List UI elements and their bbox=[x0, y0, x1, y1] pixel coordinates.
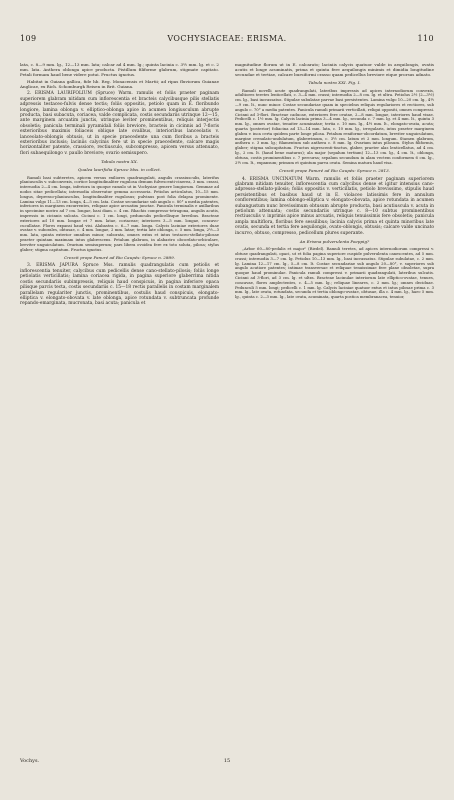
paragraph: Ramuli novelli acute quadrangulati, lateribus impressis ad apices internodiorum convexis, adultiores teretes lenticellati, c. 3—4 mm. crassi; internodia 2—8 cm. lg. et ultra. Petiolus 2½ (2—3½) cm. lg., basi incrassatus. Stipulae subulatae parvae basi persistentes. Lamina vulgo 10—20 cm. lg., 4½—9 cm. lt., nunc minor. Costae secundariae quam in speciebus reliquis regulariores et rectiores, sub angulo c. 70° a media patentes. Panicula ramuli primarii verticillati, reliqui oppositi, omnes compressi. Cicinni ad 3-flori. Bracteae caducae, exteriores fere ovatae, 2—8 mm. longae, interiores haud visae. Pedicelli c. 1½ mm. lg. Calycis lacinia prima 3—4 mm. lg., secunda c. 7 mm. lg. et 4 mm. lt., quinta 3 mm. lg., omnes ovatae, tenuiter acuminatae; tertia c. 10 mm. lg., 4½ mm. lt., elongato-ovata, acuta; quarta (posterior) foliacina ad 13—14 mm. lata, c. 10 mm. lg., irregularis, intus praeter marginem glabra v. inca certa quidem parte longe pilosa. Petalum reniforme-obcordatum, breviter unguiculatum, margine crenulato-undulatum, glaberrimum, c. 3½ cm. latum et 2 mm. longum. Stamen glabrum, anthera c. 3 mm. lg.; filamentum sub anthera c. 8 mm. lg. Ovarium intus pilosum. Stylus filiformis, glaber; stigma subcapitatum. Fructus nigrescenti-tinctus, glaber, praeter alas lenticellatus, ad 4 cm. lg., 2 cm. lt. (haud bene maturus); ala major (sepalum tertium) 12—13 cm. lg., 4 cm. lt., oblonga, obtusa, costis prominentibus c. 7 percursa; sepalum secundum in alam vectem conformem 6 cm. lg., 2½ cm. lt., expansum; primum et quintum parva ovata. Semina matura haud visa. bbox=[235, 87, 434, 165]
page-number-left: 109 bbox=[20, 34, 37, 43]
sheet-number: 15 bbox=[223, 758, 231, 764]
paragraph: Ramuli basi subteretes, apicem versus exiliores quadrangulati, angulis crassiusculis, laterifus planiusculis v. subconvexis, cortice longitudinaliter rugulosa demum fulvescenti-cinerea, 3 mm. crassi, internodia 2—4 cm. longa, inferiora in quoque ramulo ut in Vochysiae genere longiorum. Gemmae ad nodos sitae pedicellata; internodia observatur gemma accessoria. Petiolus articulatus, 10—15 mm. longus, depresso-planiusculus, longitudinaliter rugulosus; pulvinus post folia delapsa prominente. Lamina vulgo 11—13 cm. longa, 4—5 cm. lata. Costae secundariae sub angulo c. 80° a media patentes, inferiores in marginem excurrentes, reliquae apice arcuatim junctae. Panicula terminalis e axillaribus in specimine nostro ad 7 cm. longae, basi diam. c. 4 cm. Rhachis compresso-tetragona, angulis acutis, impressis in cicinnis sulcata. Cicinni c. 1 cm. longi, pedunculis pedicellisque brevibus. Bracteae exteriores ad 10 mm. longae et 7 mm. latae, coriaceae; interiores 3—5 mm. longae, concavo-cucullatae. Flores expansi haud visi. Alabastra c. 6—7 mm. longa. Calycis laciniae exteriores duae ovatae v. suborales, obtusae, c. 4 mm. longae, 2 mm. latae; tertia late oblonga, c. 5 mm. longa, 2½—3 mm. lata, quinta exterior omnibus minor, suborata, omnes extus et intus testaceo-stellato-pilosae praeter quintam maximam intus glabrescens. Petalum glabrum, in alabastro obcordato-orbiculare, breviter unguiculatum. Ovarium semisuperum; pars libera ovoidea fere ex toto soluta, pilosa; stylus glaber; stigma capitatum. Fructus ignotus. bbox=[20, 174, 219, 252]
page-header bbox=[20, 34, 434, 48]
page-footer bbox=[20, 758, 434, 768]
paragraph: 4. ERISMA UNCINATUM Warm. ramulis et foliis praeter paginam superiorem glabram nitidam tenuiter, inflorescentia cum calycibus dense et igitur intensius cano-adpresso-stellato-pilosis; foliis oppositis v. verticillatis, petiolo brevissimo, stipulis haud persistentibus et basibus haud ut in E. violaceo latissimis fere in annulum conflorentibus; lamina oblongo-elliptica v. elongato-obovata, apice rotundata in acumen subangustum nunc brevissimum obtusum abrupte producta, basi acutiuscula v. acuta in petiolum attenuata; costis secundariis utrinque c. 8—10 subtus prominentibus rectiusculis v. inprimis apice minus arcuatis, reliquis tenuissimis fere obsoletis; panicula ampla multiflora, floribus fere sessilibus; lacinia calycis prima et quinta minoribus late ovatis, secunda et tertia fere aequilongis, ovato-oblongis, obtusis; calcare valde uncinato incurvo, obtuso, compresso, pedicellum plures superante. bbox=[235, 176, 434, 236]
paragraph: An Erisma pulverulenta Poeppig? bbox=[299, 239, 370, 244]
paragraph: 2. ERISMA LAURIFOLIUM (Spruce) Warm. ramulis et foliis praeter paginam superiorem glabram nitidam cum inflorescentia et bracteis calycibusque pilis stellatis adpressis testaceo-fulvis dense tectis; foliis oppositis, petiolo quam in E. floribundo longiore, lamina oblonga v. elliptico-oblonga apice in acumen longiusculum abrupte producta, basi subacuta, coriacea, valde complicata, costis secundariis utrinque 12—15, ante marginem arcuatim junctis, utrinque leviter prominentibus, reliquis interjectis obsoletis; panicula terminali pyramidali foliis breviore, bracteis in cicinnis ad 7-floris exterioribus maximis foliaceis oblique late ovalibus, interioribus lanceolatis v. lanceolato-oblongis obtusis, ut in specie praecedente una cum floribus a bracteis exterioribus inclusis; laciniis calycinis fere ut in specie praecedente, calcare magis horizontaliter patente, crassiore, rectiusculo, subcompresso, apicem versus attenuato, flori subaequilongo v. paullo breviore; ovario semisupero. bbox=[20, 91, 219, 156]
paragraph: Tabula nostra XX. bbox=[101, 159, 138, 165]
paragraph: Crescit prope Panuré ad Rio Caupés: Spruce n. 2889. bbox=[63, 255, 176, 261]
paragraph: Crescit prope Panuré ad Rio Caupés: Spruce n. 2813. bbox=[278, 168, 391, 174]
left-column bbox=[20, 62, 219, 309]
running-title: VOCHYSIACEAE: ERISMA. bbox=[167, 34, 287, 43]
paragraph: 3. ERISMA JAPURA Spruce Mss. ramulis quadrangulatis cum petiolis et inflorescentia tenuiter, calycibus cum pedicellis dense cano-stellato-pilosis; foliis longe petiolatis verticillatis; lamina coriacea rigida, in pagina superiore glaberrima nitida costis secundariis subimpressis, reliquis haud conspicuis, in pagina inferiore opaca pilisque parcis tecta, costis secundariis c. 15—18 rectis parallelis in costam marginalem parallelam regulariter junctis, prominentibus, costulis haud conspicuis, elongato-elliptica v. elongato-obovata v. late oblonga, apice rotundata v. subtruncata profunde repando-emarginata, mucronata, basi acuta; panicula et bbox=[20, 263, 219, 307]
paragraph: magnitudine florum ut in E. calcarato; laciniis calycis quatuor valde in aequilongis, ovatis acutis et longe acuminatis, prima et quinta fere aequilongis minimis et dimidia longitudine secundae et tertiae, calcare bursiformi crasso quam pedicellus breviore eique prorsus adnato. bbox=[235, 62, 434, 78]
paragraph: Qualea laurifolia Spruce Mss. in collect. bbox=[77, 167, 162, 173]
signature-mark: Vochys. bbox=[20, 758, 40, 764]
paragraph: lata, c. 8—9 mm. lg., 12—13 mm. lata; calcar ad 4 mm. lg.; quinta lacinia c. 3½ mm. lg. et c. 2 mm. lata. Anthera oblonga apice producta. Pistillum filiforme glabrum, stigmate capitato. Petali formam haud bene videre potui. Fructus ignotus. bbox=[20, 62, 219, 78]
paragraph: „Arbor 60—80-pedalis et major" (Riedel). Ramuli teretes, ad apices internodiorum compressi v. obtuse quadrangulati, opaci, ut et folia pagina superiore cuspide pulverulenta canescentes, ad 5 mm. crassi; internodia 3—7 cm. lg. Petiolus 10—13 mm. lg., basi incrassatus. Stipulae subulatae, c. 2 mm. lg. Lamina 12—17 cm. lg., 5—8 cm. lt. Costae secundariae sub angulo 20—80°, v. superiores sub angulo acutiore patentes; intimae transversae et reliquae tenuissimae fere plane obsoletae, supra quoque haud prominulae. Panicula ramuli compressi v. primarii quadrangulati, lateribus sulcatis. Cicinni ad 3-flori, ad 3 cm. lg. et ultra. Bracteae lacinulae interiorum late elliptico-ovatae, tenues, concavae, flores amplectentes, c. 4—5 mm. lg.; reliquae lineares, c. 2 mm. lg.; omnes deciduae. Pedunculi 5 mm. longi; pedicelli c. 1 mm. lg. Calycis laciniae quatuor extus et intus pilosae prima c. 3 mm. lg., late ovata, rotundata, secunda et tertia oblongo-ovatae, obtusae, illa c. 4 mm. lg., haec 5 mm. lg., quinta c. 2—3 mm. lg., late ovata, acuminata, quarta postica membranacea, tenuior, bbox=[235, 246, 434, 300]
paragraph: Habitat in Guiana gallica, fide hb. Reg. Monacensis et Martii; ad ripas fluviorum Guianae Anglicae, ex Rich. Schomburgk Reisen in Brit. Guiana. bbox=[20, 79, 219, 90]
page-number-right: 110 bbox=[417, 34, 434, 43]
paragraph: Tabula nostra XXI. Fig. I. bbox=[308, 80, 361, 86]
right-column bbox=[235, 62, 434, 302]
